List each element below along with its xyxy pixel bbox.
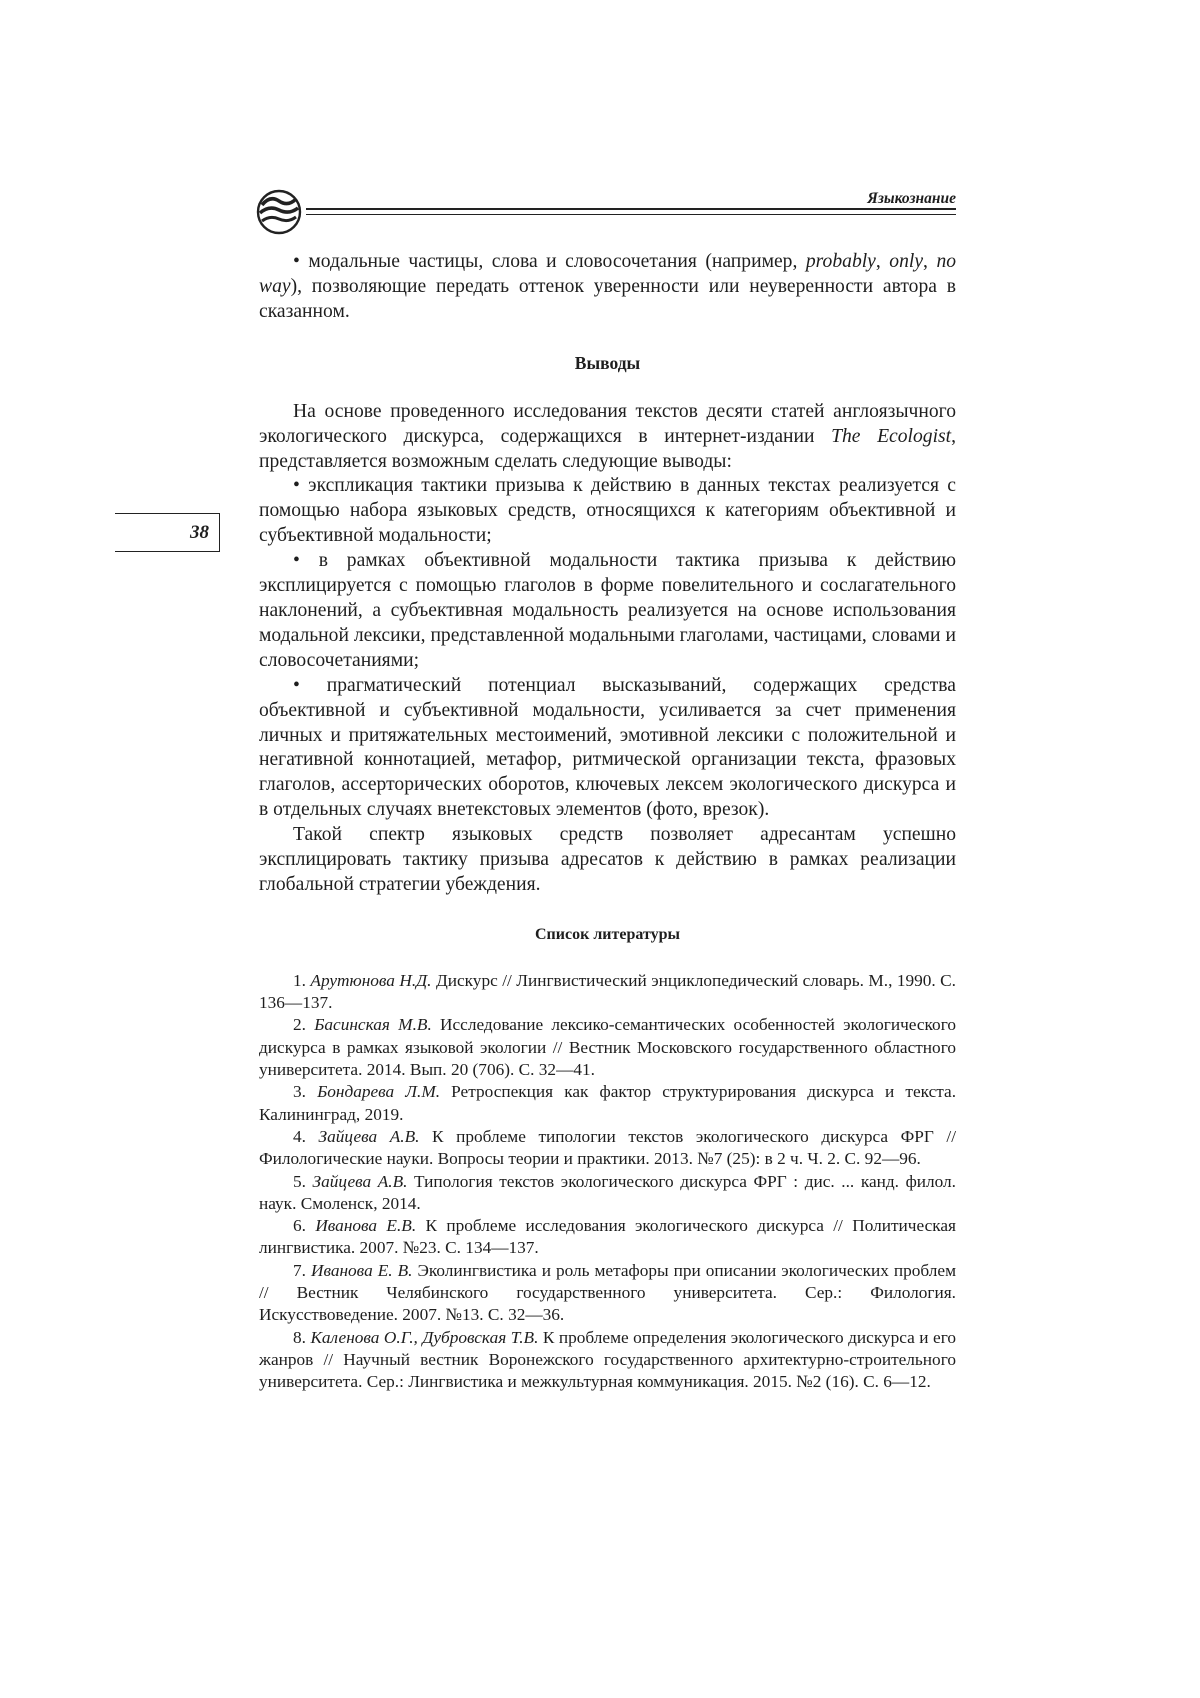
- reference-item: [259, 1171, 956, 1216]
- header-rule: [306, 208, 956, 210]
- reference-item: [259, 1014, 956, 1081]
- reference-number: 3.: [293, 1082, 318, 1102]
- reference-author: Зайцева А.В.: [312, 1171, 408, 1191]
- reference-author: Басинская М.В.: [314, 1015, 432, 1035]
- reference-item: [259, 1260, 956, 1327]
- example-word: no way: [259, 251, 957, 297]
- reference-author: Арутюнова Н.Д.: [310, 970, 432, 990]
- reference-number: 7.: [293, 1260, 311, 1280]
- reference-author: Иванова Е.В.: [315, 1216, 417, 1236]
- lead-text: На основе проведенного исследования текстов десяти статей англоязычного экологического дискурса, содержащихся в интернет-издании: [259, 400, 956, 447]
- conclusion-bullet: • в рамках объективной модальности тактика призыва к действию эксплицируется с помощью глаголов в форме повелительного и сослагательного наклонений, а субъективная модальность реализуется на основе использования модальной лексики, представленной модальными глаголами, частицами, словами и словосочетаниями;: [259, 550, 956, 671]
- reference-text: К проблеме определения экологического дискурса и его жанров // Научный вестник Воронежского государственного архитектурно-строительного университета. Сер.: Лингвистика и межкультурная коммуникация. 2015. №2 (16). С. 6—12.: [259, 1327, 956, 1392]
- page-content: [259, 250, 956, 1393]
- reference-number: 4.: [293, 1126, 319, 1146]
- conclusion-bullet: • прагматический потенциал высказываний, содержащих средства объективной и субъективной модальности, усиливается за счет применения личных и притяжательных местоимений, эмотивной лексики с положительной и негативной коннотацией, метафор, ритмической организации текста, фразовых глаголов, ассерторических оборотов, ключевых лексем экологического дискурса и в отдельных случаях внетекстовых элементов (фото, врезок).: [259, 674, 956, 821]
- references-heading: Список литературы: [535, 925, 680, 943]
- reference-number: 1.: [293, 970, 311, 990]
- reference-text: Типология текстов экологического дискурса ФРГ : дис. ... канд. филол. наук. Смоленск, 2014.: [259, 1171, 956, 1213]
- separator: ,: [875, 251, 890, 272]
- reference-author: Зайцева А.В.: [318, 1126, 420, 1146]
- reference-number: 5.: [293, 1171, 313, 1191]
- reference-item: [259, 1327, 956, 1394]
- separator: ,: [923, 251, 937, 272]
- running-header-section: Языкознание: [867, 190, 956, 207]
- reference-text: Ретроспекция как фактор структурирования дискурса и текста. Калининград, 2019.: [259, 1082, 957, 1124]
- conclusion-bullet: • экспликация тактики призыва к действию в данных текстах реализуется с помощью набора языковых средств, относящихся к категориям объективной и субъективной модальности;: [259, 475, 956, 547]
- reference-number: 2.: [293, 1015, 315, 1035]
- reference-number: 6.: [293, 1216, 316, 1236]
- intro-text: ), позволяющие передать оттенок уверенности или неуверенности автора в сказанном.: [259, 275, 956, 322]
- example-word: probably: [805, 251, 876, 272]
- conclusions-final: Такой спектр языковых средств позволяет адресантам успешно эксплицировать тактику призыва адресатов к действию в рамках реализации глобальной стратегии убеждения.: [259, 824, 956, 895]
- reference-author: Бондарева Л.М.: [317, 1082, 441, 1102]
- reference-author: Иванова Е. В.: [310, 1260, 413, 1280]
- intro-bullet-paragraph: [259, 250, 956, 325]
- reference-item: [259, 1126, 956, 1171]
- reference-text: Дискурс // Лингвистический энциклопедический словарь. М., 1990. С. 136—137.: [259, 970, 956, 1013]
- reference-text: К проблеме исследования экологического дискурса // Политическая лингвистика. 2007. №23. С. 134—137.: [259, 1216, 956, 1258]
- conclusions-heading: Выводы: [574, 352, 641, 373]
- reference-item: [259, 970, 956, 1015]
- reference-author: Каленова О.Г., Дубровская Т.В.: [310, 1327, 539, 1347]
- reference-text: Эколингвистика и роль метафоры при описании экологических проблем // Вестник Челябинского государственного университета. Сер.: Филология. Искусствоведение. 2007. №13. С. 32—36.: [259, 1260, 957, 1325]
- journal-logo-icon: [256, 189, 302, 235]
- reference-text: К проблеме типологии текстов экологического дискурса ФРГ // Филологические науки. Вопросы теории и практики. 2013. №7 (25): в 2 ч. Ч. 2. С. 92—96.: [259, 1126, 956, 1169]
- reference-item: [259, 1215, 956, 1260]
- header-rule-thin: [306, 214, 956, 215]
- conclusions-lead: [259, 400, 956, 475]
- page-number-box: [115, 513, 220, 552]
- reference-text: Исследование лексико-семантических особенностей экологического дискурса в рамках языковой экологии // Вестник Московского государственного областного университета. 2014. Вып. 20 (706). С. 32—41.: [259, 1015, 956, 1080]
- reference-number: 8.: [293, 1327, 311, 1347]
- example-word: only: [889, 251, 924, 272]
- lead-text: , представляется возможным сделать следующие выводы:: [259, 425, 956, 472]
- intro-text: • модальные частицы, слова и словосочетания (например,: [293, 251, 806, 272]
- publication-title: The Ecologist: [831, 425, 952, 447]
- page-number: 38: [190, 522, 209, 543]
- reference-item: [259, 1081, 956, 1126]
- reference-list: [259, 970, 956, 1394]
